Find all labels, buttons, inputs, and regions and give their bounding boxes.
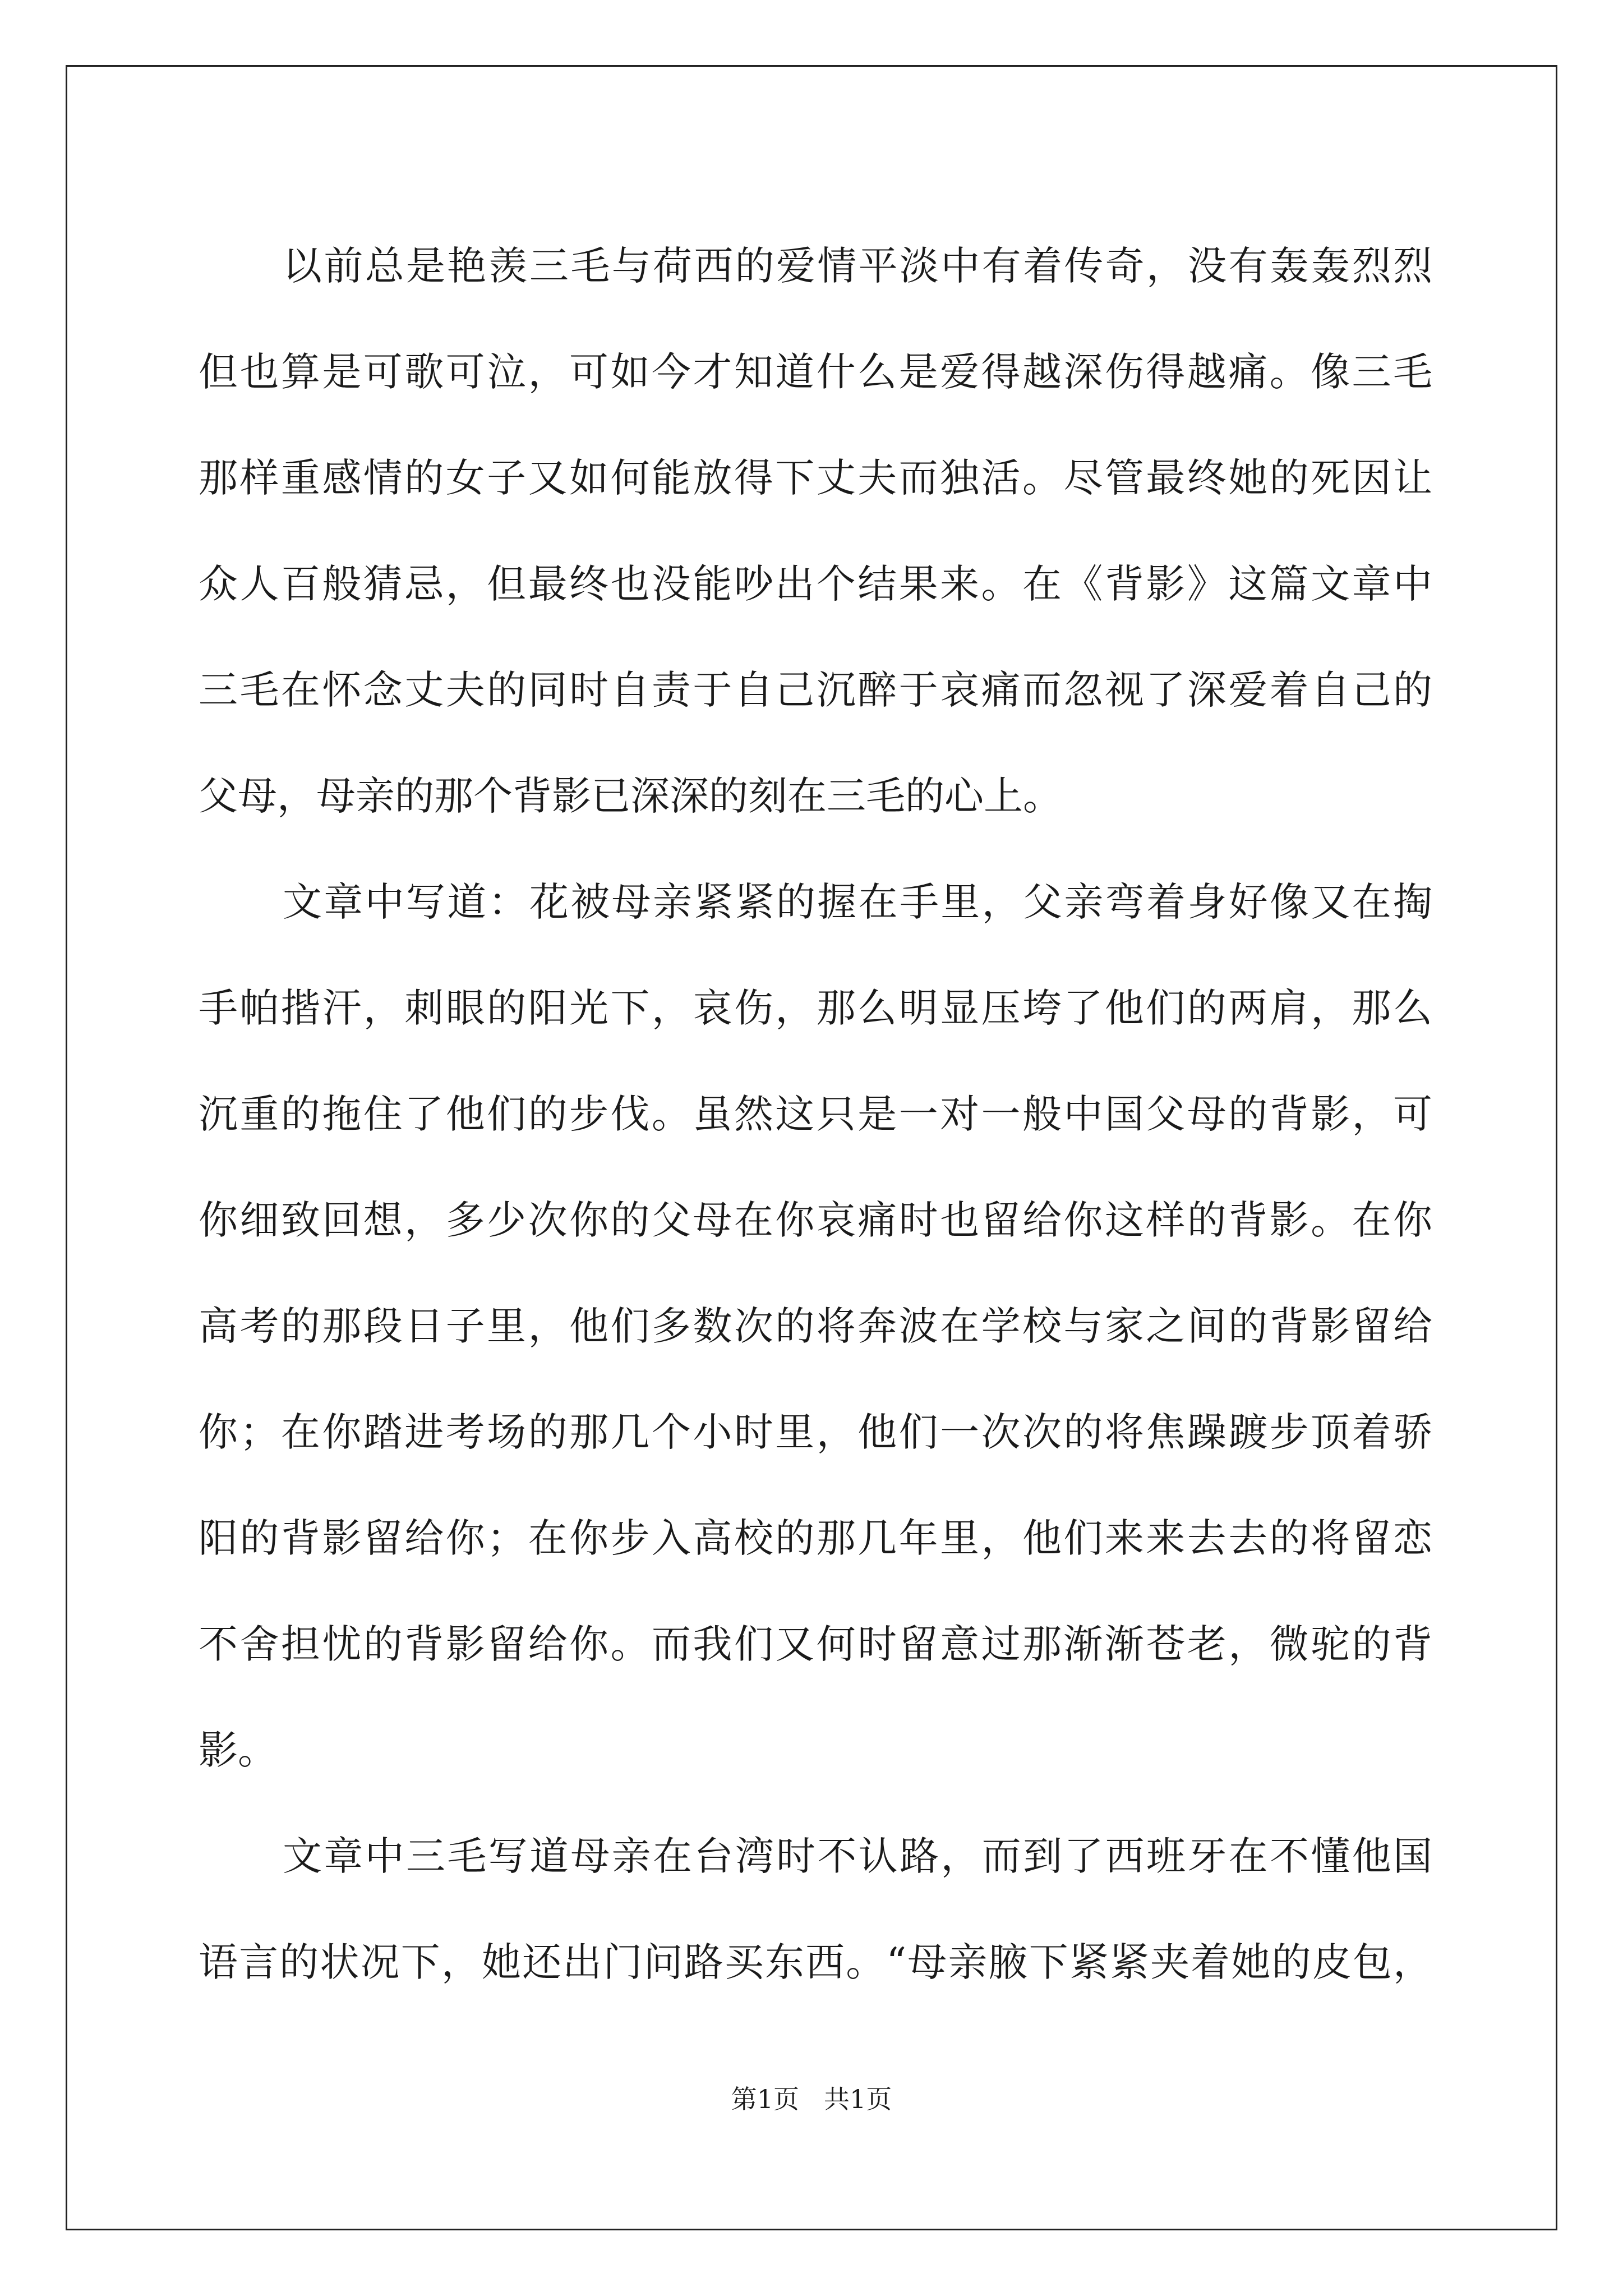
paragraph-3 (199, 1803, 1432, 2016)
text-line: 众人百般猜忌，但最终也没能吵出个结果来。在《背影》这篇文章中 (199, 561, 1432, 607)
text-line: 文章中三毛写道母亲在台湾时不认路，而到了西班牙在不懂他国 (283, 1833, 1432, 1879)
text-line: 父母，母亲的那个背影已深深的刻在三毛的心上。 (199, 773, 1062, 819)
text-line: 阳的背影留给你；在你步入高校的那几年里，他们来来去去的将留恋 (199, 1515, 1432, 1561)
text-line: 沉重的拖住了他们的步伐。虽然这只是一对一般中国父母的背影，可 (199, 1091, 1432, 1137)
text-line: 那样重感情的女子又如何能放得下丈夫而独活。尽管最终她的死因让 (199, 455, 1432, 501)
paragraph-2 (199, 849, 1432, 1803)
text-line: 但也算是可歌可泣，可如今才知道什么是爱得越深伤得越痛。像三毛 (199, 349, 1432, 395)
text-line: 你细致回想，多少次你的父母在你哀痛时也留给你这样的背影。在你 (199, 1197, 1432, 1243)
text-line: 手帕揩汗，刺眼的阳光下，哀伤，那么明显压垮了他们的两肩，那么 (199, 985, 1432, 1031)
text-line: 不舍担忧的背影留给你。而我们又何时留意过那渐渐苍老，微驼的背 (199, 1621, 1432, 1667)
text-line: 高考的那段日子里，他们多数次的将奔波在学校与家之间的背影留给 (199, 1303, 1432, 1349)
document-body (199, 213, 1432, 2016)
page-number: 第1页 (731, 2084, 799, 2114)
text-line: 三毛在怀念丈夫的同时自责于自己沉醉于哀痛而忽视了深爱着自己的 (199, 667, 1432, 713)
page-footer (0, 2082, 1623, 2116)
text-line: 语言的状况下，她还出门问路买东西。“母亲腋下紧紧夹着她的皮包， (199, 1939, 1432, 1985)
page-count: 共1页 (824, 2084, 892, 2114)
text-line: 以前总是艳羡三毛与荷西的爱情平淡中有着传奇，没有轰轰烈烈 (283, 243, 1432, 289)
text-line: 文章中写道：花被母亲紧紧的握在手里，父亲弯着身好像又在掏 (283, 879, 1432, 925)
text-line: 你；在你踏进考场的那几个小时里，他们一次次的将焦躁踱步顶着骄 (199, 1409, 1432, 1455)
text-line: 影。 (199, 1727, 277, 1773)
paragraph-1 (199, 213, 1432, 849)
